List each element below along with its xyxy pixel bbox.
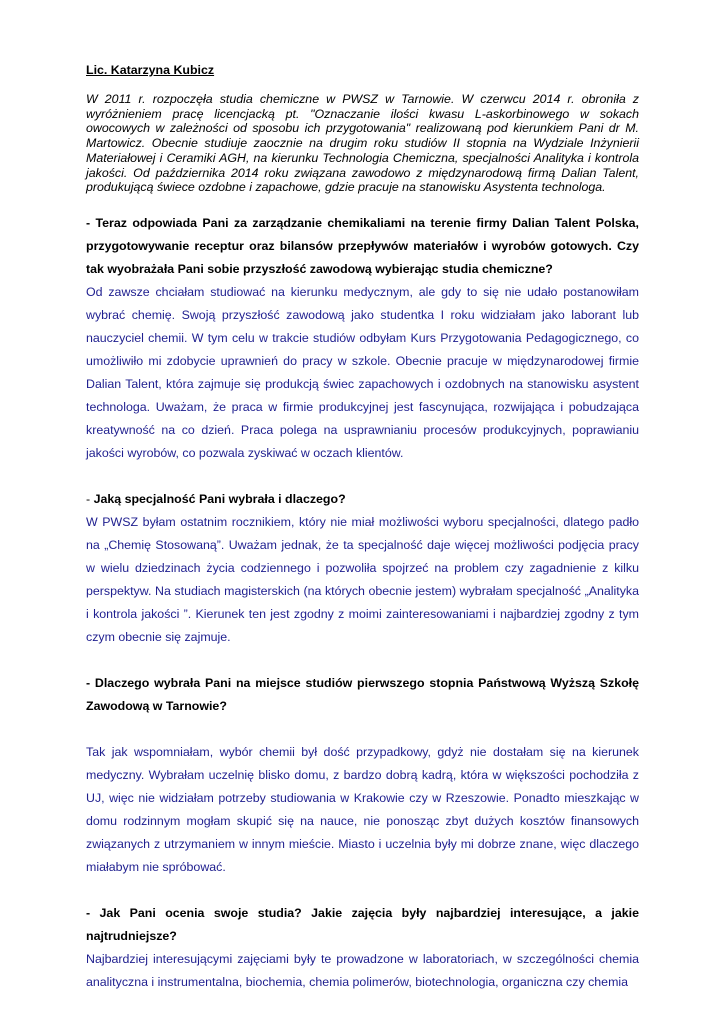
answer-4: Najbardziej interesującymi zajęciami były te prowadzone w laboratoriach, w szczególności chemia analityczna i instrumentalna, biochemia, chemia polimerów, biotechnologia, organiczna czy chemia bbox=[86, 951, 639, 989]
author-bio: W 2011 r. rozpoczęła studia chemiczne w PWSZ w Tarnowie. W czerwcu 2014 r. obroniła z wyróżnieniem pracę licencjacką pt. "Oznaczanie ilości kwasu L-askorbinowego w sokach owocowych w zależności od sposobu ich przygotowania" realizowaną pod kierunkiem Pani dr M. Martowicz. Obecnie studiuje zaocznie na drugim roku studiów II stopnia na Wydziale Inżynierii Materiałowej i Ceramiki AGH, na kierunku Technologia Chemiczna, specjalności Analityka i kontrola jakości. Od października 2014 roku związana zawodowo z międzynarodową firmą Dalian Talent, produkującą świece ozdobne i zapachowe, gdzie pracuje na stanowisku Asystenta technologa. bbox=[86, 92, 639, 195]
question-4: - Jak Pani ocenia swoje studia? Jakie zajęcia były najbardziej interesujące, a jakie najtrudniejsze? bbox=[86, 905, 639, 943]
question-1: - Teraz odpowiada Pani za zarządzanie chemikaliami na terenie firmy Dalian Talent Polska, przygotowywanie receptur oraz bilansów przepływów materiałów i wyrobów gotowych. Czy tak wyobrażała Pani sobie przyszłość zawodową wybierając studia chemiczne? bbox=[86, 215, 639, 276]
question-2: - Jaką specjalność Pani wybrała i dlaczego? bbox=[86, 491, 346, 506]
spacer bbox=[86, 718, 639, 741]
answer-3: Tak jak wspomniałam, wybór chemii był dość przypadkowy, gdyż nie dostałam się na kierunek medyczny. Wybrałam uczelnię blisko domu, z bardzo dobrą kadrą, która w większości pochodziła z UJ, więc nie widziałam potrzeby studiowania w Krakowie czy w Rzeszowie. Ponadto mieszkając w domu rodzinnym mogłam skupić się na nauce, nie ponosząc zbyt dużych kosztów finansowych związanych z utrzymaniem w innym mieście. Miasto i uczelnia były mi dobrze znane, więc dlaczego miałabym nie spróbować. bbox=[86, 744, 639, 874]
answer-2: W PWSZ byłam ostatnim rocznikiem, który nie miał możliwości wyboru specjalności, dlatego padło na „Chemię Stosowaną”. Uważam jednak, że ta specjalność daje więcej możliwości podjęcia pracy w wielu dziedzinach życia codziennego i pozwoliła spojrzeć na problem czy zagadnienie z kilku perspektyw. Na studiach magisterskich (na których obecnie jestem) wybrałam specjalność „Analityka i kontrola jakości ”. Kierunek ten jest zgodny z moimi zainteresowaniami i najbardziej zgodny z tym czym obecnie się zajmuje. bbox=[86, 514, 639, 644]
author-name: Lic. Katarzyna Kubicz bbox=[86, 63, 215, 77]
spacer bbox=[86, 649, 639, 672]
question-3: - Dlaczego wybrała Pani na miejsce studiów pierwszego stopnia Państwową Wyższą Szkołę Zawodową w Tarnowie? bbox=[86, 675, 639, 713]
answer-1: Od zawsze chciałam studiować na kierunku medycznym, ale gdy to się nie udało postanowiłam wybrać chemię. Swoją przyszłość zawodową jako studentka I roku widziałam jako laborant lub nauczyciel chemii. W tym celu w trakcie studiów odbyłam Kurs Przygotowania Pedagogicznego, co umożliwiło mi zdobycie uprawnień do pracy w szkole. Obecnie pracuje w międzynarodowej firmie Dalian Talent, która zajmuje się produkcją świec zapachowych i ozdobnych na stanowisku asystent technologa. Uważam, że praca w firmie produkcyjnej jest fascynująca, rozwijająca i pobudzająca kreatywność na co dzień. Praca polega na usprawnianiu procesów produkcyjnych, poprawianiu jakości wyrobów, co pozwala zyskiwać w oczach klientów. bbox=[86, 284, 639, 460]
spacer bbox=[86, 465, 639, 488]
spacer bbox=[86, 879, 639, 902]
document-page bbox=[86, 62, 639, 994]
